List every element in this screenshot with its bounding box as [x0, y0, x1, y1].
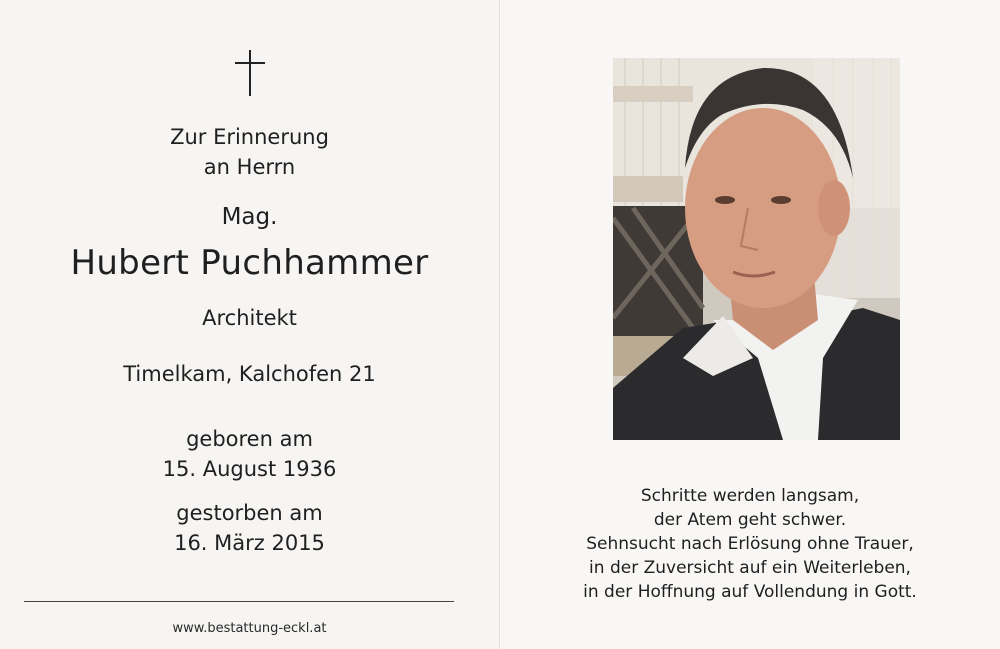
deceased-name: Hubert Puchhammer: [70, 243, 429, 283]
died-date: 16. März 2015: [174, 531, 325, 555]
poem: [500, 484, 1000, 604]
poem-line: Sehnsucht nach Erlösung ohne Trauer,: [586, 534, 914, 554]
died-label: gestorben am: [176, 501, 323, 525]
portrait-photo: [613, 58, 900, 440]
born-date: 15. August 1936: [162, 457, 337, 481]
academic-title: Mag.: [221, 204, 278, 230]
memorial-heading: [0, 122, 499, 182]
poem-line: in der Hoffnung auf Vollendung in Gott.: [583, 582, 917, 602]
address: Timelkam, Kalchofen 21: [123, 362, 376, 386]
poem-line: Schritte werden langsam,: [640, 486, 860, 506]
divider: [24, 601, 454, 602]
death-info: [0, 498, 499, 558]
poem-line: der Atem geht schwer.: [653, 510, 847, 530]
memorial-line-2: an Herrn: [203, 155, 296, 179]
born-label: geboren am: [186, 427, 313, 451]
poem-line: in der Zuversicht auf ein Weiterleben,: [589, 558, 911, 578]
website-link[interactable]: www.bestattung-eckl.at: [172, 621, 327, 636]
memorial-line-1: Zur Erinnerung: [170, 125, 329, 149]
cross-icon: [0, 48, 499, 98]
birth-info: [0, 424, 499, 484]
profession: Architekt: [202, 306, 297, 330]
